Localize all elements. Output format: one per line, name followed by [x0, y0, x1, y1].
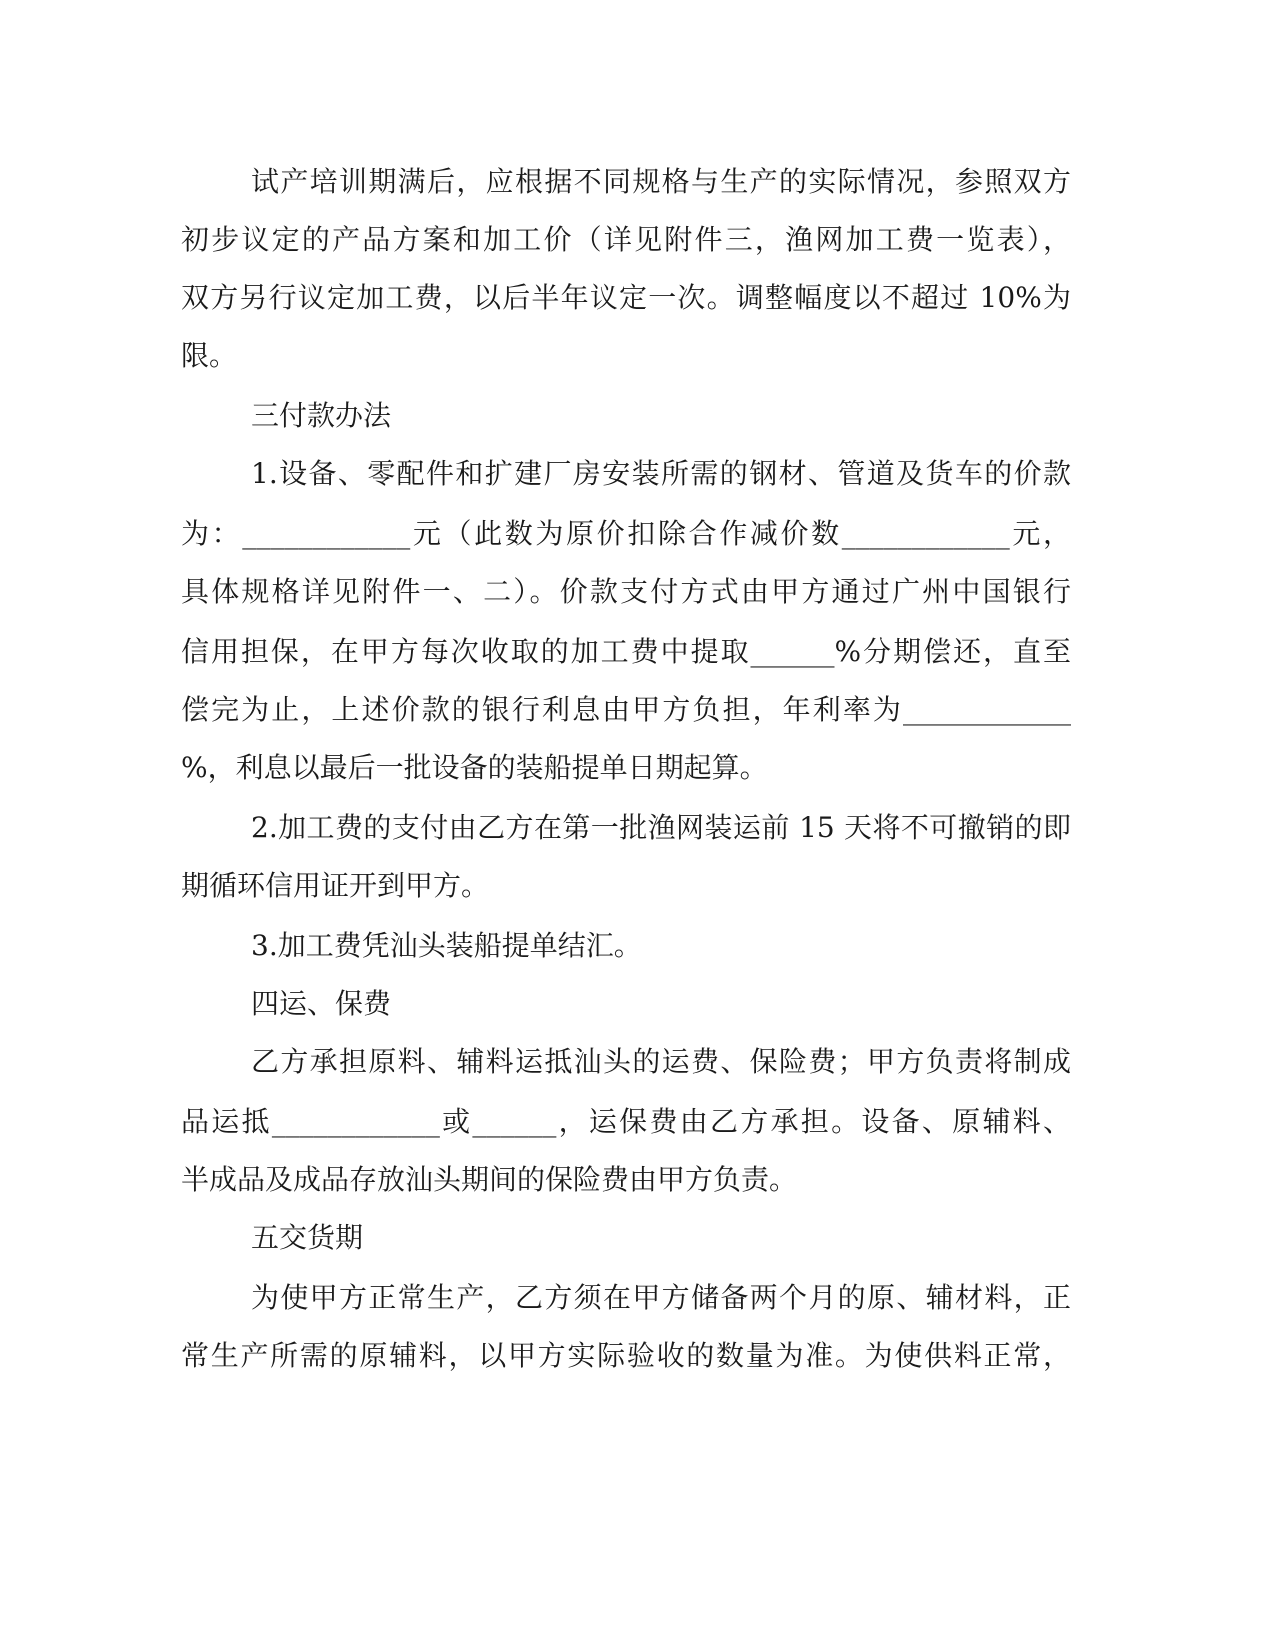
- paragraph-line: 乙方承担原料、辅料运抵汕头的运费、保险费；甲方负责将制成: [251, 1045, 1071, 1078]
- paragraph-line: 品运抵____________或______，运保费由乙方承担。设备、原辅料、: [181, 1105, 1071, 1138]
- paragraph-line: 3.加工费凭汕头装船提单结汇。: [251, 929, 642, 962]
- paragraph-line: 具体规格详见附件一、二）。价款支付方式由甲方通过广州中国银行: [181, 575, 1071, 608]
- paragraph-line: 偿完为止，上述价款的银行利息由甲方负担，年利率为____________: [181, 693, 1071, 726]
- paragraph-line: 信用担保，在甲方每次收取的加工费中提取______%分期偿还，直至: [181, 635, 1071, 668]
- paragraph-line: 常生产所需的原辅料，以甲方实际验收的数量为准。为使供料正常，: [181, 1339, 1071, 1372]
- paragraph-line: 2.加工费的支付由乙方在第一批渔网装运前 15 天将不可撤销的即: [251, 811, 1071, 844]
- paragraph-line: 1.设备、零配件和扩建厂房安装所需的钢材、管道及货车的价款: [251, 457, 1071, 490]
- paragraph-line: 限。: [181, 339, 238, 372]
- section-heading: 三付款办法: [251, 399, 392, 432]
- paragraph-line: 半成品及成品存放汕头期间的保险费由甲方负责。: [181, 1163, 798, 1196]
- paragraph-line: %，利息以最后一批设备的装船提单日期起算。: [181, 751, 768, 784]
- paragraph-line: 初步议定的产品方案和加工价（详见附件三，渔网加工费一览表），: [181, 223, 1071, 256]
- paragraph-line: 双方另行议定加工费，以后半年议定一次。调整幅度以不超过 10%为: [181, 281, 1071, 314]
- section-heading: 五交货期: [251, 1221, 364, 1254]
- paragraph-line: 期循环信用证开到甲方。: [181, 869, 490, 902]
- section-heading: 四运、保费: [251, 987, 392, 1020]
- paragraph-line: 为：____________元（此数为原价扣除合作减价数____________元，: [181, 517, 1071, 550]
- paragraph-line: 为使甲方正常生产，乙方须在甲方储备两个月的原、辅材料，正: [251, 1281, 1071, 1314]
- paragraph-line: 试产培训期满后，应根据不同规格与生产的实际情况，参照双方: [251, 165, 1071, 198]
